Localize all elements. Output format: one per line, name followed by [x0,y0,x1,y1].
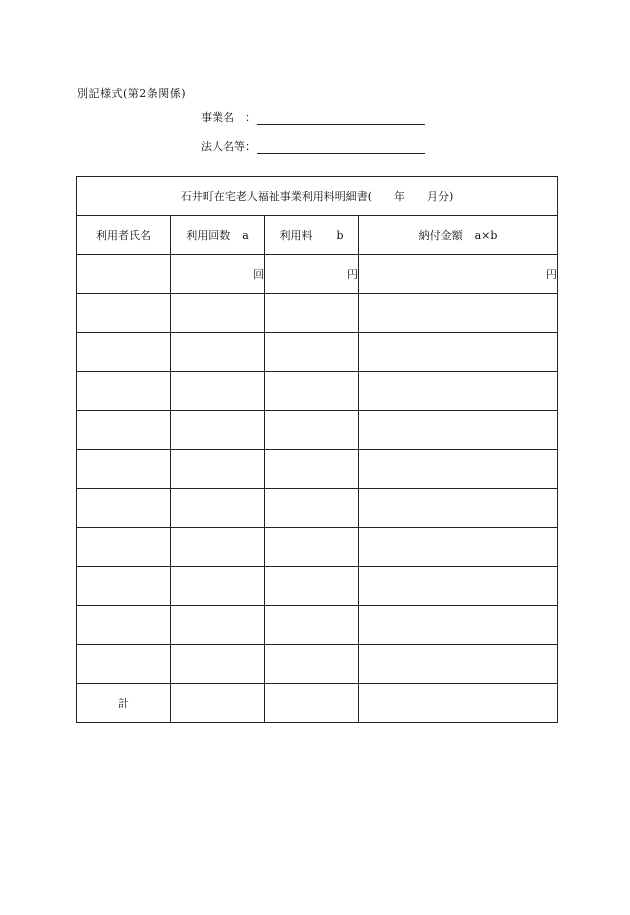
cell-fee[interactable] [265,372,359,411]
total-label: 計 [77,684,171,723]
header-usage-fee: 利用料 b [265,216,359,255]
header-usage-count: 利用回数 a [171,216,265,255]
table-row [77,606,558,645]
fee-statement-table [76,176,558,723]
corporation-name-field[interactable] [201,138,425,154]
cell-amount[interactable] [359,333,558,372]
cell-count[interactable] [171,645,265,684]
cell-fee[interactable] [265,645,359,684]
header-user-name: 利用者氏名 [77,216,171,255]
cell-fee[interactable] [265,411,359,450]
table-row [77,528,558,567]
corporation-name-input-line[interactable] [257,141,425,154]
cell-amount-unit[interactable]: 円 [359,255,558,294]
cell-count[interactable] [171,606,265,645]
table-row [77,333,558,372]
cell-count[interactable] [171,567,265,606]
cell-count-unit[interactable]: 回 [171,255,265,294]
cell-amount[interactable] [359,528,558,567]
table-title: 石井町在宅老人福祉事業利用料明細書( 年 月分) [77,177,558,216]
table-row [77,567,558,606]
cell-amount[interactable] [359,645,558,684]
table-row [77,255,558,294]
cell-user-name[interactable] [77,450,171,489]
cell-user-name[interactable] [77,294,171,333]
cell-user-name[interactable] [77,372,171,411]
table-row [77,372,558,411]
cell-user-name[interactable] [77,606,171,645]
table-row [77,645,558,684]
business-name-label: 事業名 ： [201,111,256,124]
cell-count[interactable] [171,372,265,411]
cell-count[interactable] [171,294,265,333]
form-note: 別記様式(第2条関係) [77,87,187,100]
cell-count[interactable] [171,489,265,528]
table-row [77,450,558,489]
cell-fee[interactable] [265,528,359,567]
cell-count[interactable] [171,333,265,372]
cell-user-name[interactable] [77,489,171,528]
header-payment-amount: 納付金額 a×b [359,216,558,255]
cell-amount[interactable] [359,489,558,528]
business-name-field[interactable] [201,109,425,125]
table-row [77,489,558,528]
cell-amount[interactable] [359,567,558,606]
cell-count[interactable] [171,528,265,567]
cell-user-name[interactable] [77,567,171,606]
cell-user-name[interactable] [77,528,171,567]
cell-fee[interactable] [265,294,359,333]
cell-total-amount[interactable] [359,684,558,723]
total-row [77,684,558,723]
cell-total-fee[interactable] [265,684,359,723]
cell-total-count[interactable] [171,684,265,723]
cell-fee[interactable] [265,567,359,606]
cell-amount[interactable] [359,411,558,450]
cell-user-name[interactable] [77,333,171,372]
corporation-name-label: 法人名等： [201,140,256,153]
cell-count[interactable] [171,411,265,450]
table-row [77,294,558,333]
cell-fee[interactable] [265,489,359,528]
cell-user-name[interactable] [77,411,171,450]
cell-amount[interactable] [359,450,558,489]
business-name-input-line[interactable] [257,112,425,125]
cell-fee-unit[interactable]: 円 [265,255,359,294]
cell-fee[interactable] [265,450,359,489]
cell-user-name[interactable] [77,645,171,684]
cell-fee[interactable] [265,333,359,372]
table-row [77,411,558,450]
cell-amount[interactable] [359,372,558,411]
cell-fee[interactable] [265,606,359,645]
cell-user-name[interactable] [77,255,171,294]
cell-amount[interactable] [359,294,558,333]
cell-count[interactable] [171,450,265,489]
cell-amount[interactable] [359,606,558,645]
